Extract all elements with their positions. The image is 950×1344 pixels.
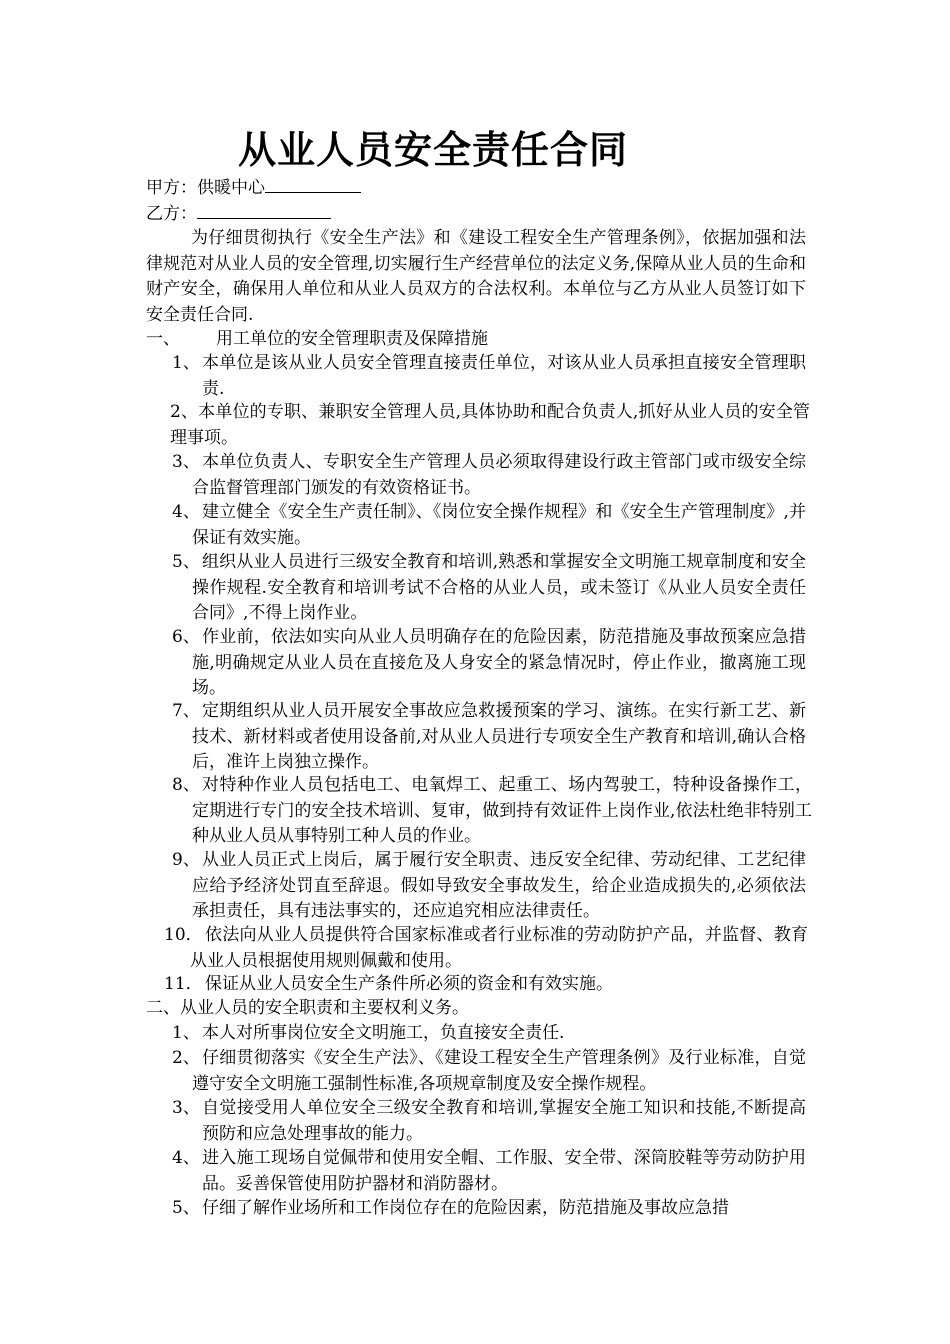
party-b-label: 乙方： (146, 204, 197, 224)
list-item (172, 625, 806, 702)
party-b-line (146, 200, 331, 228)
item-text: 组织从业人员进行三级安全教育和培训,熟悉和掌握安全文明施工规章制度和安全操作规程.安全教育和培训考试不合格的从业人员，或未签订《从业人员安全责任合同》,不得上岗作业。 (192, 552, 806, 624)
party-a-label: 甲方： (146, 178, 197, 198)
item-number: 8、 (172, 775, 200, 795)
list-item (172, 1021, 806, 1047)
list-item (172, 773, 812, 850)
item-text: 本单位是该从业人员安全管理直接责任单位，对该从业人员承担直接安全管理职责. (202, 353, 806, 399)
item-number: 4、 (172, 1148, 200, 1168)
list-item (172, 351, 806, 402)
item-text: 本人对所事岗位安全文明施工，负直接安全责任. (202, 1023, 565, 1043)
item-number: 5、 (172, 552, 200, 572)
item-text: 仔细了解作业场所和工作岗位存在的危险因素，防范措施及事故应急措 (202, 1198, 729, 1218)
item-text: 保证从业人员安全生产条件所必须的资金和有效实施。 (205, 974, 613, 994)
item-number: 11． (164, 974, 203, 994)
item-number: 3、 (172, 452, 200, 472)
item-number: 9、 (172, 850, 200, 870)
item-text: 本单位负责人、专职安全生产管理人员必须取得建设行政主管部门或市级安全综合监督管理部门颁发的有效资格证书。 (192, 452, 806, 498)
item-text: 2、本单位的专职、兼职安全管理人员,具体协助和配合负责人,抓好从业人员的安全管理事项。 (170, 402, 810, 448)
item-number: 5、 (172, 1198, 200, 1218)
item-text: 对特种作业人员包括电工、电氧焊工、起重工、场内驾驶工，特种设备操作工，定期进行专门的安全技术培训、复审，做到持有效证件上岗作业,依法杜绝非特别工种从业人员从事特别工种人员的作业。 (192, 775, 812, 847)
item-text: 建立健全《安全生产责任制》、《岗位安全操作规程》和《安全生产管理制度》,并保证有效实施。 (192, 502, 806, 548)
item-text: 从业人员正式上岗后，属于履行安全职责、违反安全纪律、劳动纪律、工艺纪律应给予经济处罚直至辞退。假如导致安全事故发生，给企业造成损失的,必须依法承担责任，具有违法事实的，还应追究相应法律责任。 (192, 850, 806, 922)
list-item (164, 923, 808, 974)
list-item (172, 848, 806, 925)
item-number: 3、 (172, 1098, 200, 1118)
item-text: 自觉接受用人单位安全三级安全教育和培训,掌握安全施工知识和技能,不断提高预防和应急处理事故的能力。 (202, 1098, 806, 1144)
list-item (172, 1196, 812, 1222)
list-item (172, 1046, 806, 1097)
item-number: 10． (164, 925, 203, 945)
item-number: 1、 (172, 353, 200, 373)
item-number: 4、 (172, 502, 200, 522)
item-number: 6、 (172, 627, 200, 647)
item-number: 2、 (172, 1048, 200, 1068)
document-title: 从业人员安全责任合同 (238, 128, 629, 172)
item-number: 1、 (172, 1023, 200, 1043)
party-b-blank (197, 200, 331, 219)
list-item (172, 699, 806, 776)
item-number: 2、 (170, 402, 199, 422)
section-1-heading (146, 327, 488, 353)
party-a-line (146, 174, 361, 202)
list-item (172, 1096, 806, 1147)
item-text: 进入施工现场自觉佩带和使用安全帽、工作服、安全带、深筒胶鞋等劳动防护用品。妥善保管使用防护器材和消防器材。 (202, 1148, 806, 1194)
list-item (172, 550, 806, 627)
section-1-title: 用工单位的安全管理职责及保障措施 (216, 329, 488, 349)
party-a-value: 供暖中心 (197, 178, 265, 198)
item-text: 作业前，依法如实向从业人员明确存在的危险因素，防范措施及事故预案应急措施,明确规定从业人员在直接危及人身安全的紧急情况时，停止作业，撤离施工现场。 (192, 627, 806, 699)
list-item (172, 500, 806, 551)
item-text: 仔细贯彻落实《安全生产法》、《建设工程安全生产管理条例》及行业标准，自觉遵守安全文明施工强制性标准,各项规章制度及安全操作规程。 (192, 1048, 806, 1094)
intro-paragraph: 为仔细贯彻执行《安全生产法》和《建设工程安全生产管理条例》，依据加强和法律规范对从业人员的安全管理,切实履行生产经营单位的法定义务,保障从业人员的生命和财产安全，确保用人单位和从业人员双方的合法权利。本单位与乙方从业人员签订如下安全责任合同. (146, 228, 806, 325)
list-item (170, 400, 810, 451)
item-text: 定期组织从业人员开展安全事故应急救援预案的学习、演练。在实行新工艺、新技术、新材料或者使用设备前,对从业人员进行专项安全生产教育和培训,确认合格后，准许上岗独立操作。 (192, 701, 806, 773)
section-1-number: 一、 (146, 329, 180, 349)
item-number: 7、 (172, 701, 200, 721)
section-2-heading: 二、从业人员的安全职责和主要权利义务。 (146, 998, 469, 1018)
list-item (172, 1146, 806, 1197)
list-item (164, 972, 808, 998)
list-item (172, 450, 806, 501)
party-a-blank (265, 174, 361, 193)
item-text: 依法向从业人员提供符合国家标准或者行业标准的劳动防护产品，并监督、教育从业人员根据使用规则佩戴和使用。 (190, 925, 808, 971)
